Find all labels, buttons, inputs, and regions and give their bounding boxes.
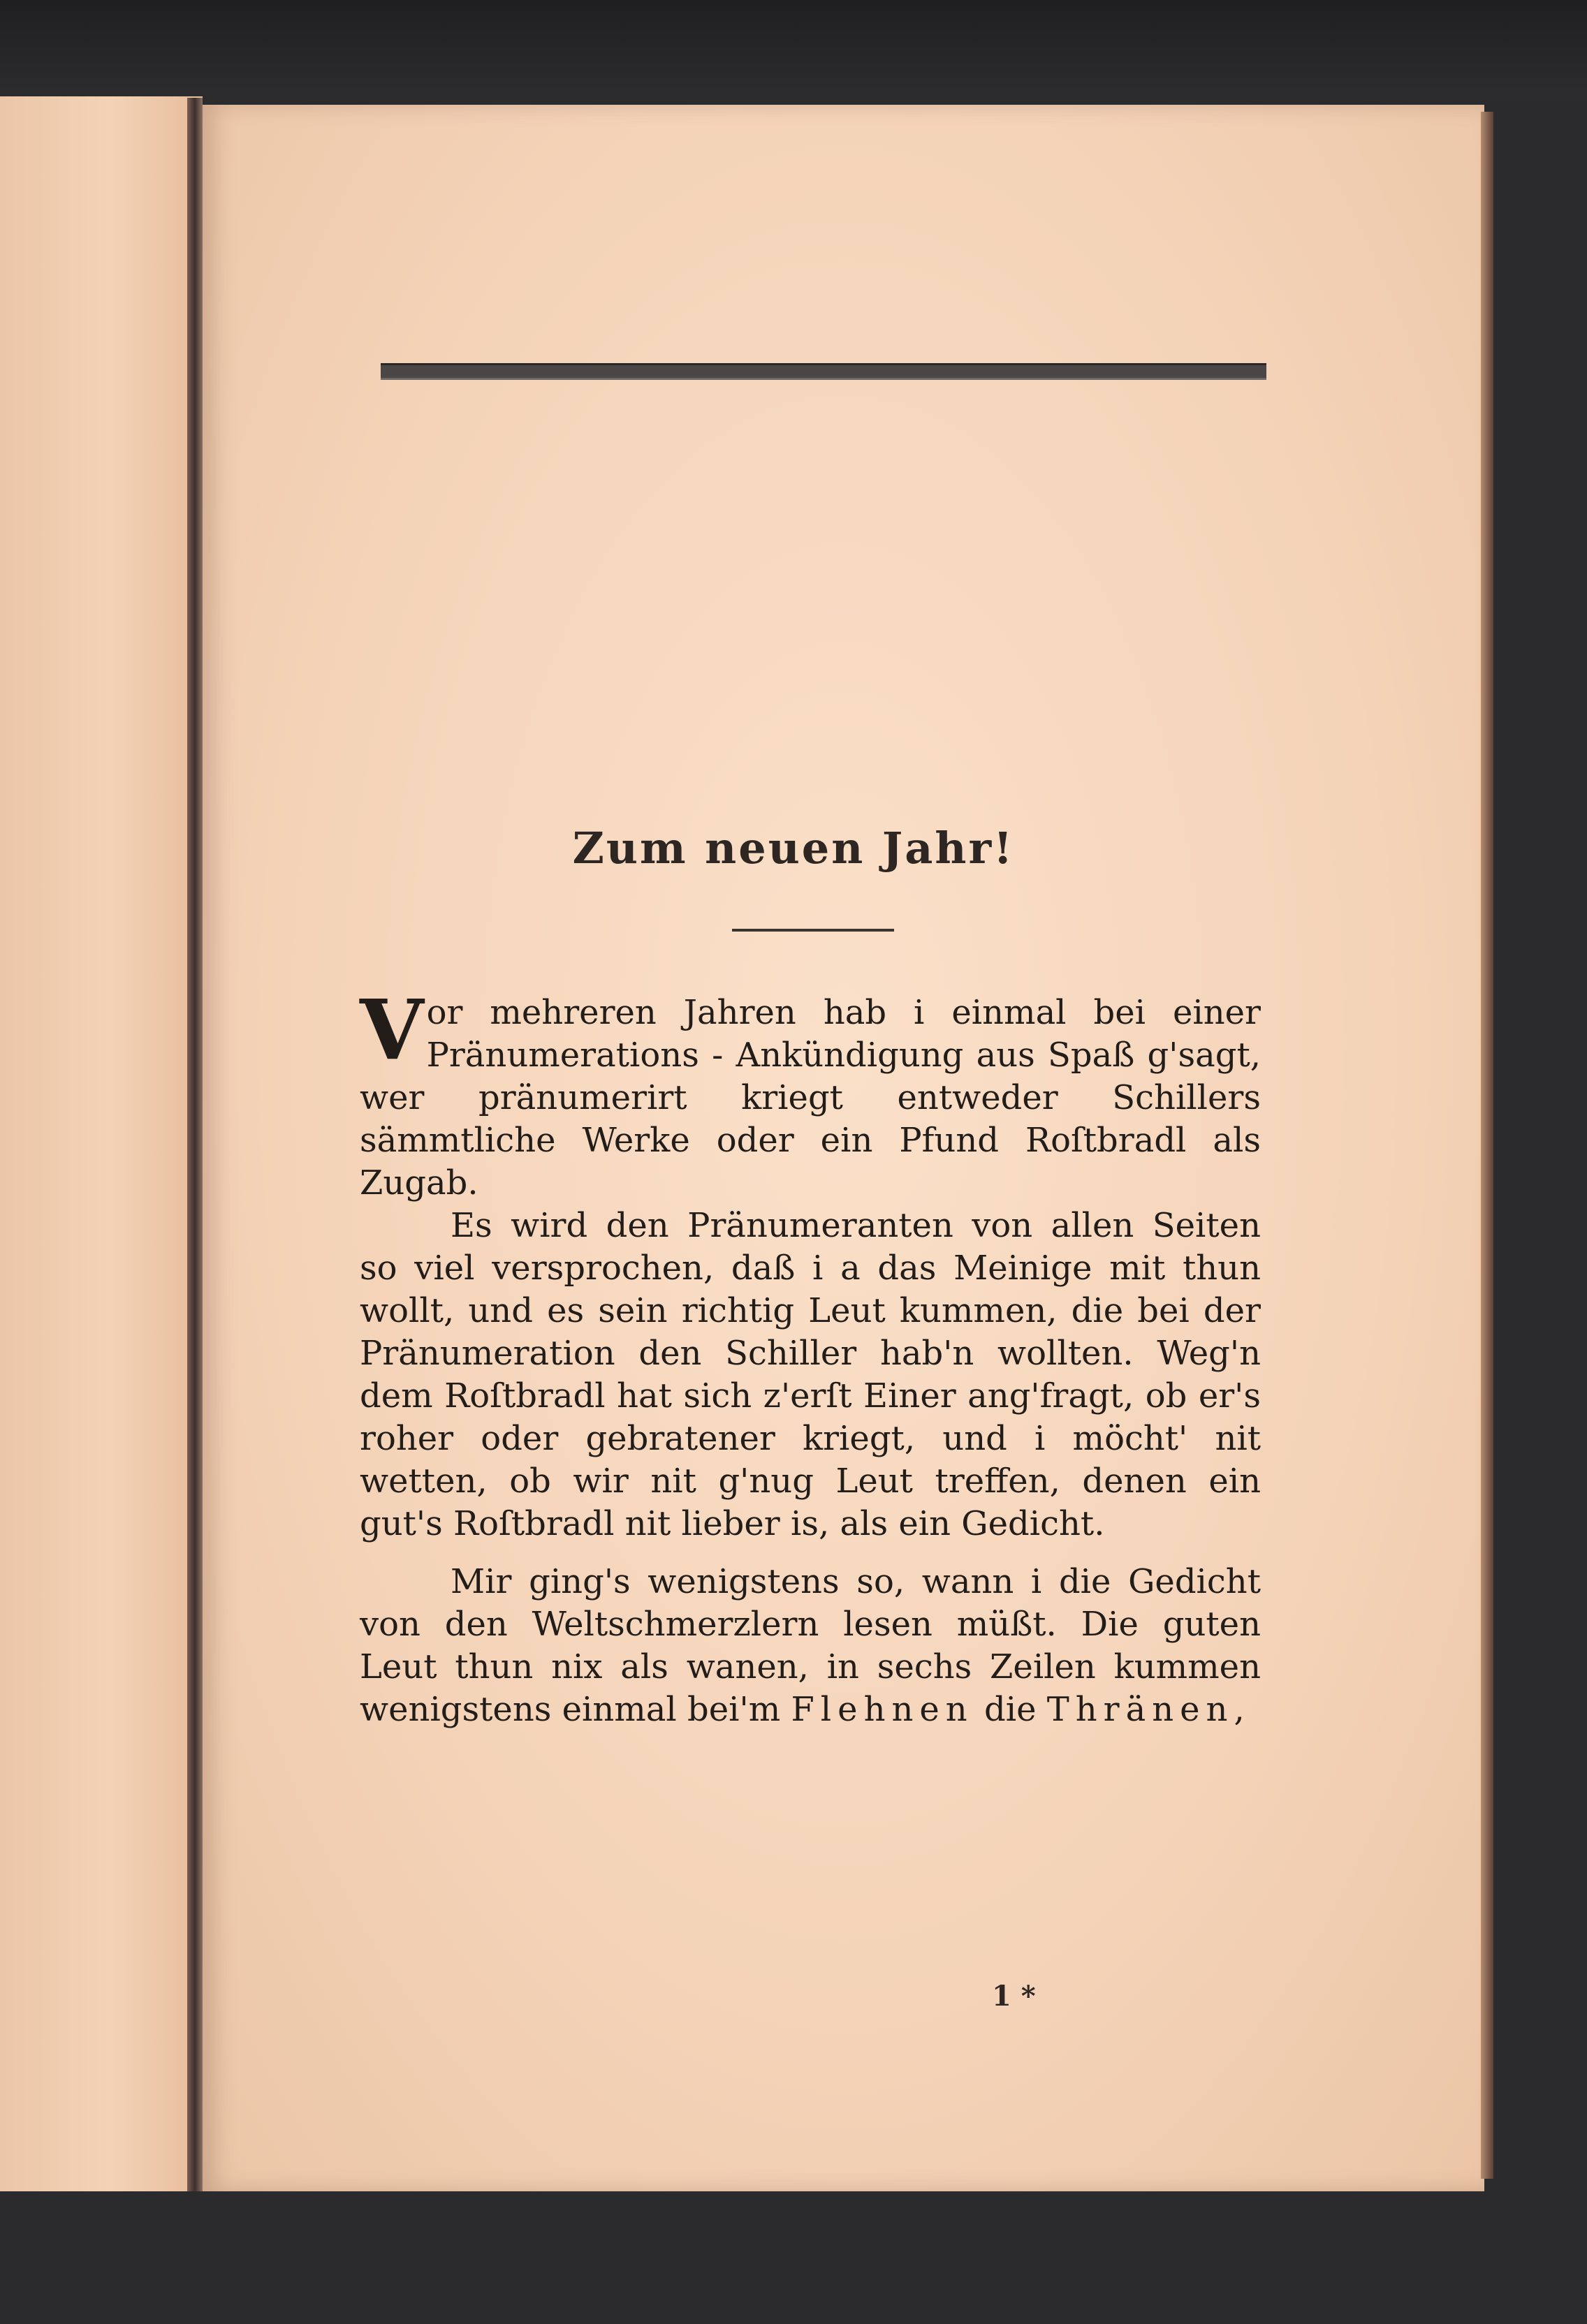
title-rule: [732, 929, 894, 932]
page-number: 1 *: [992, 1980, 1036, 2013]
paragraph-1-text: or mehreren Jahren hab i einmal bei einer Pränumerations - Ankündigung aus Spaß g'sagt, wer pränumerirt kriegt entweder Schillers sämmtliche Werke oder ein Pfund Roſtbradl als Zugab.: [360, 993, 1261, 1203]
spaced-word-flehnen: Flehnen: [791, 1690, 974, 1729]
body-text: [360, 981, 1261, 1731]
paragraph-3-mid: die: [983, 1690, 1037, 1729]
drop-cap: V: [360, 981, 424, 1078]
page-title: Zum neuen Jahr!: [572, 823, 1015, 874]
paragraph-2: Es wird den Pränumeranten von allen Seiten so viel versprochen, daß i a das Meinige mit thun wollt, und es sein richtig Leut kummen, die bei der Pränumeration den Schiller hab'n wollten. Weg'n dem Roſtbradl hat sich z'erſt Einer ang'fragt, ob er's roher oder gebratener kriegt, und i möcht' nit wetten, ob wir nit g'nug Leut treffen, denen ein gut's Roſtbradl nit lieber is, als ein Gedicht.: [360, 1206, 1261, 1543]
book-spine: [187, 98, 203, 2191]
background-top: [0, 0, 1587, 98]
left-page: [0, 96, 203, 2191]
paragraph-1: [360, 981, 1261, 1205]
header-rule: [381, 363, 1266, 380]
spaced-word-thraenen: Thränen,: [1046, 1690, 1251, 1729]
paragraph-3-text: Mir ging's wenigstens so, wann i die Gedicht von den Weltschmerzlern lesen müßt. Die guten Leut thun nix als wanen, in sechs Zeilen kummen wenigstens einmal bei'm: [360, 1562, 1261, 1729]
page-edge: [1481, 112, 1493, 2179]
paragraph-3: [360, 1561, 1261, 1731]
